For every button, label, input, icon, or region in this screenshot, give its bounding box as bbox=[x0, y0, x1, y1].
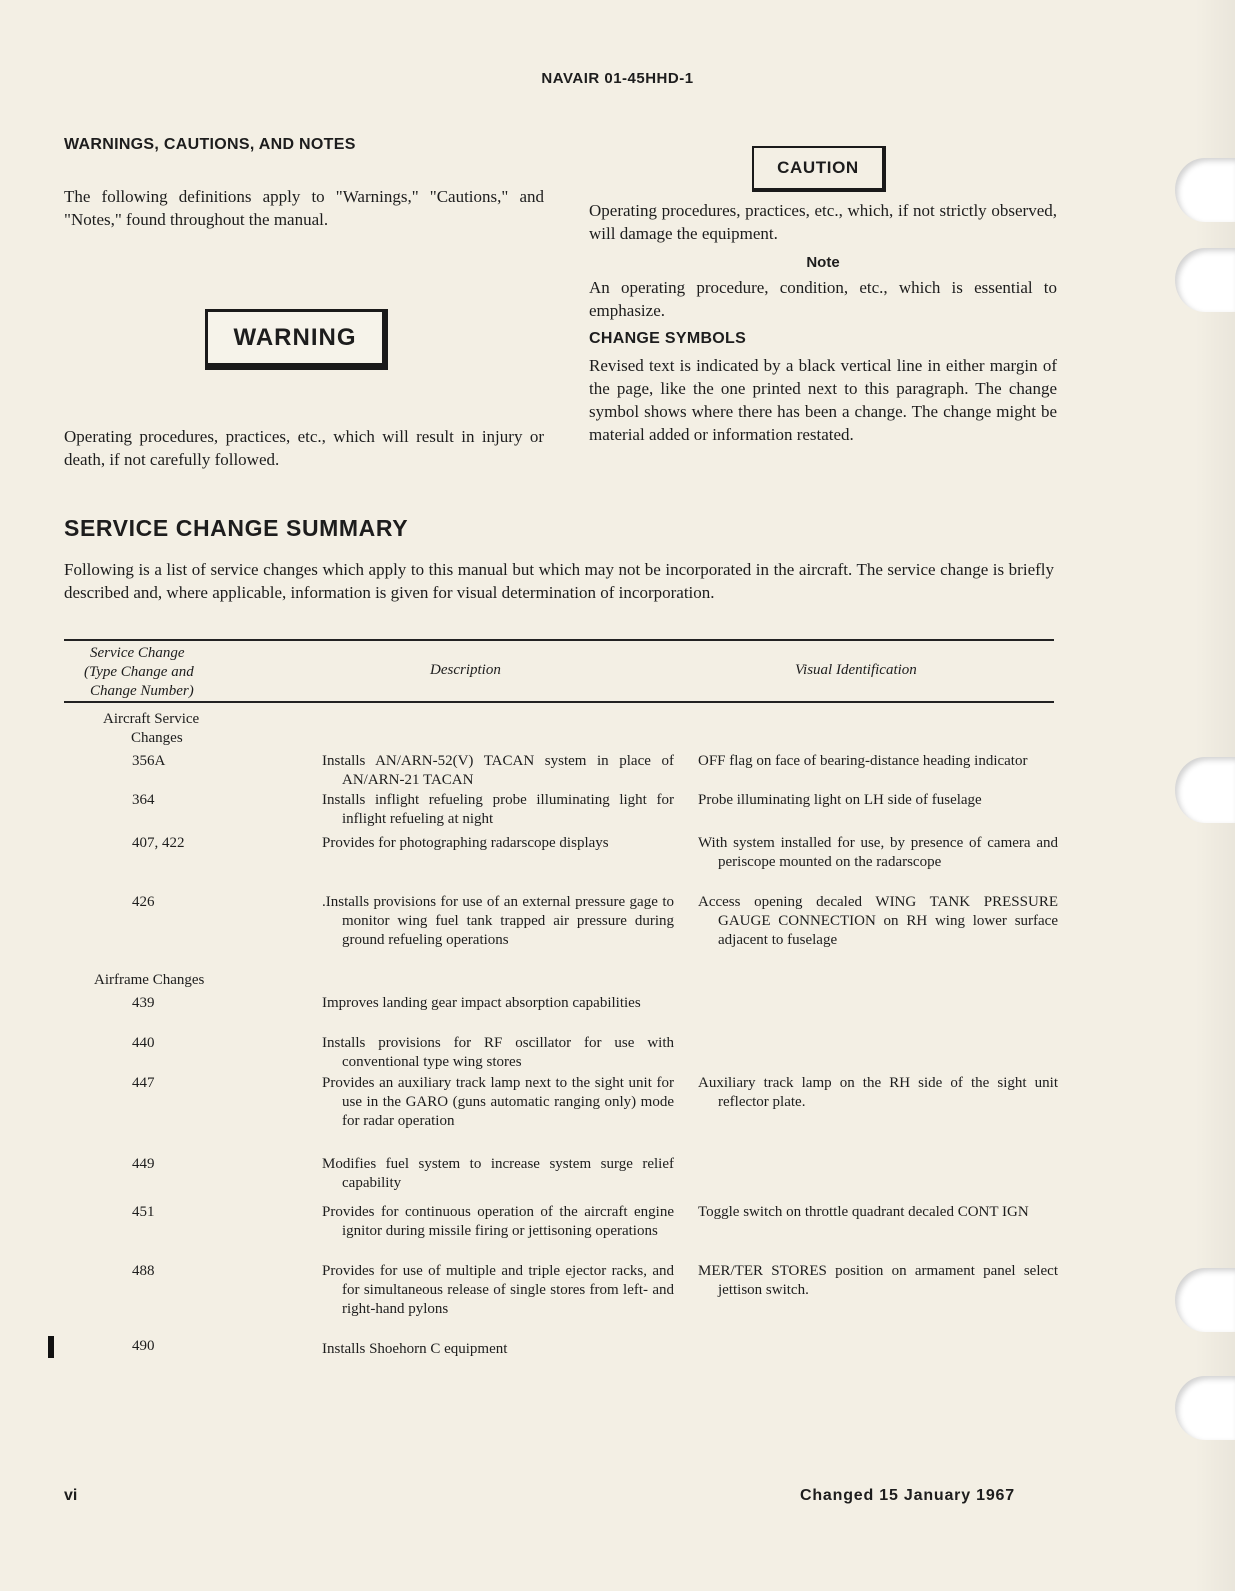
change-date: Changed 15 January 1967 bbox=[800, 1487, 1015, 1504]
table-row-description: Modifies fuel system to increase system surge relief capability bbox=[322, 1156, 674, 1191]
table-row-number: 488 bbox=[132, 1263, 155, 1279]
table-row-number: 407, 422 bbox=[132, 835, 185, 851]
header-line: Service Change bbox=[90, 645, 185, 661]
change-bar bbox=[48, 1336, 54, 1358]
table-row-number: 449 bbox=[132, 1156, 155, 1172]
page-number: vi bbox=[64, 1487, 78, 1504]
binder-hole bbox=[1175, 757, 1235, 823]
group-label: Changes bbox=[131, 730, 183, 746]
summary-title: SERVICE CHANGE SUMMARY bbox=[64, 515, 409, 541]
group-label: Aircraft Service bbox=[103, 711, 200, 727]
header-line: Change Number) bbox=[90, 683, 194, 699]
table-row-description: Provides an auxiliary track lamp next to the sight unit for use in the GARO (guns automatic ranging only) mode for radar operation bbox=[322, 1075, 674, 1129]
binder-hole bbox=[1175, 1268, 1235, 1332]
table-row-number: 426 bbox=[132, 894, 155, 910]
binder-hole bbox=[1175, 248, 1235, 312]
table-row-description: Installs Shoehorn C equipment bbox=[322, 1341, 508, 1357]
table-row-description: .Installs provisions for use of an external pressure gage to monitor wing fuel tank trapped air pressure during ground refueling operations bbox=[322, 894, 674, 948]
document-header: NAVAIR 01-45HHD-1 bbox=[541, 70, 694, 87]
table-row-description: Installs AN/ARN-52(V) TACAN system in place of AN/ARN-21 TACAN bbox=[322, 753, 674, 788]
summary-intro: Following is a list of service changes which apply to this manual but which may not be incorporated in the aircraft. The service change is briefly described and, where applicable, information is given for visual determination of incorporation. bbox=[64, 560, 1054, 602]
table-row-description: Provides for photographing radarscope displays bbox=[322, 835, 609, 851]
table-row-number: 451 bbox=[132, 1204, 155, 1220]
table-row-visual-id: Toggle switch on throttle quadrant decaled CONT IGN bbox=[698, 1204, 1029, 1220]
note-definition: An operating procedure, condition, etc., which is essential to emphasize. bbox=[589, 278, 1057, 320]
warning-label-box: WARNING bbox=[205, 309, 388, 370]
header-line: (Type Change and bbox=[84, 664, 194, 680]
table-row-number: 440 bbox=[132, 1035, 155, 1051]
table-row-number: 490 bbox=[132, 1338, 155, 1354]
table-row-visual-id: Auxiliary track lamp on the RH side of the sight unit reflector plate. bbox=[698, 1075, 1058, 1110]
note-label: Note bbox=[806, 254, 840, 271]
header-visual-identification: Visual Identification bbox=[795, 662, 917, 678]
table-row-description: Provides for use of multiple and triple ejector racks, and for simultaneous release of single stores from left- and right-hand pylons bbox=[322, 1263, 674, 1317]
warnings-intro: The following definitions apply to "Warnings," "Cautions," and "Notes," found throughout the manual. bbox=[64, 187, 544, 229]
table-top-rule bbox=[64, 639, 1054, 641]
table-row-description: Improves landing gear impact absorption capabilities bbox=[322, 995, 641, 1011]
table-row-visual-id: With system installed for use, by presence of camera and periscope mounted on the radarscope bbox=[698, 835, 1058, 870]
table-row-visual-id: MER/TER STORES position on armament panel select jettison switch. bbox=[698, 1263, 1058, 1298]
warning-definition: Operating procedures, practices, etc., which will result in injury or death, if not carefully followed. bbox=[64, 427, 544, 469]
binder-hole bbox=[1175, 158, 1235, 222]
header-description: Description bbox=[430, 662, 501, 678]
header-service-change bbox=[84, 644, 248, 701]
caution-definition: Operating procedures, practices, etc., which, if not strictly observed, will damage the equipment. bbox=[589, 201, 1057, 243]
table-row-description: Installs provisions for RF oscillator for use with conventional type wing stores bbox=[322, 1035, 674, 1070]
group-label: Airframe Changes bbox=[94, 972, 205, 988]
table-row-number: 356A bbox=[132, 753, 166, 769]
table-header-rule bbox=[64, 701, 1054, 703]
binder-hole bbox=[1175, 1376, 1235, 1440]
warnings-section-title: WARNINGS, CAUTIONS, AND NOTES bbox=[64, 136, 356, 153]
table-row-visual-id: Access opening decaled WING TANK PRESSURE GAUGE CONNECTION on RH wing lower surface adjacent to fuselage bbox=[698, 894, 1058, 948]
change-symbols-title: CHANGE SYMBOLS bbox=[589, 330, 747, 347]
table-row-number: 447 bbox=[132, 1075, 155, 1091]
table-row-visual-id: Probe illuminating light on LH side of fuselage bbox=[698, 792, 982, 808]
change-symbols-text: Revised text is indicated by a black vertical line in either margin of the page, like the one printed next to this paragraph. The change symbol shows where there has been a change. The change might be material added or information restated. bbox=[589, 356, 1057, 444]
table-row-number: 439 bbox=[132, 995, 155, 1011]
table-row-visual-id: OFF flag on face of bearing-distance heading indicator bbox=[698, 753, 1028, 769]
table-row-description: Installs inflight refueling probe illuminating light for inflight refueling at night bbox=[322, 792, 674, 827]
table-row-number: 364 bbox=[132, 792, 155, 808]
caution-label-box: CAUTION bbox=[752, 146, 886, 192]
table-row-description: Provides for continuous operation of the aircraft engine ignitor during missile firing or jettisoning operations bbox=[322, 1204, 674, 1239]
